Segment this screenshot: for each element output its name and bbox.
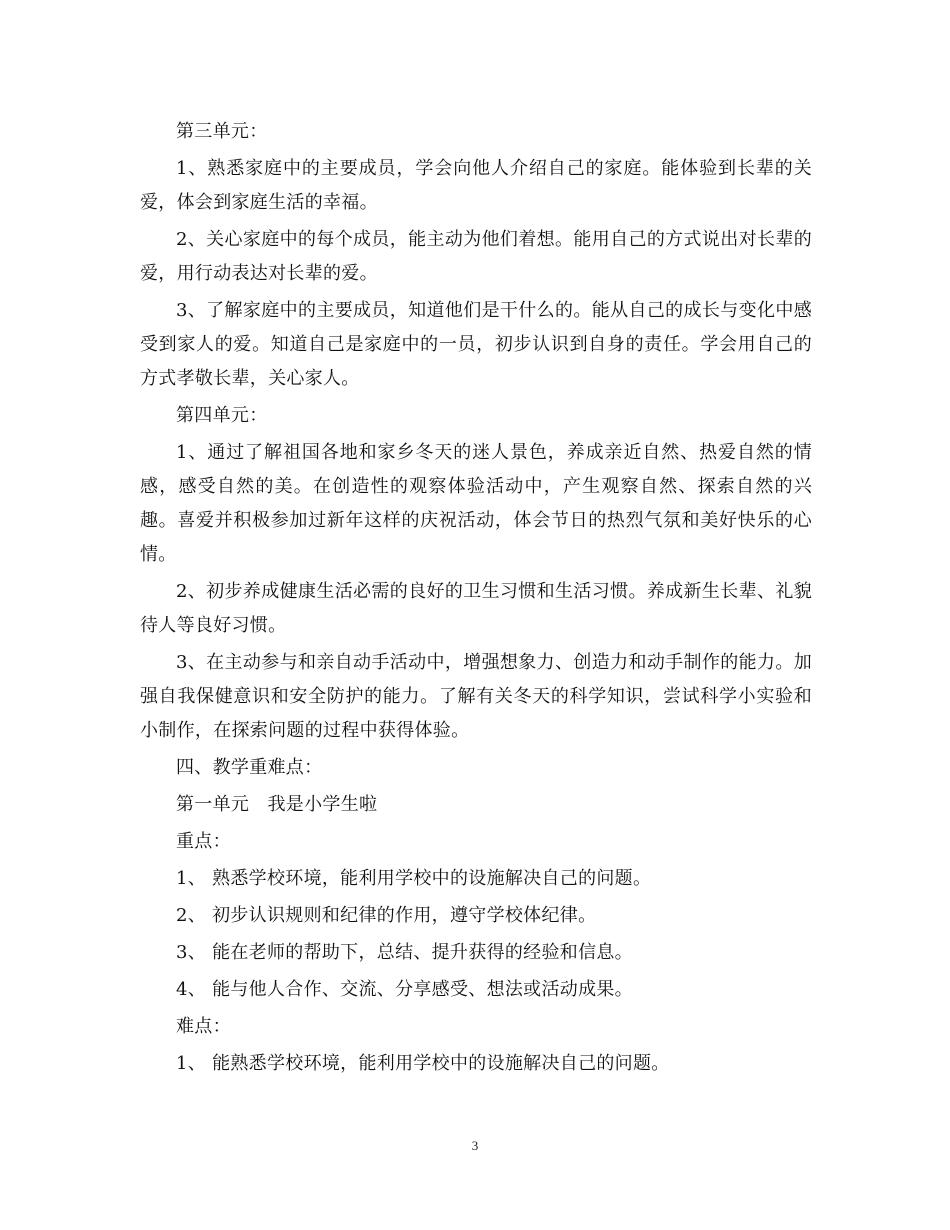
difficult-point-item-1: 1、 能熟悉学校环境，能利用学校中的设施解决自己的问题。 [176,1053,670,1074]
unit-1-title: 第一单元 我是小学生啦 [176,794,378,815]
key-point-item-2: 2、 初步认识规则和纪律的作用，遵守学校体纪律。 [176,905,597,926]
paragraph-unit-3-item-2: 2、关心家庭中的每个成员，能主动为他们着想。能用自己的方式说出对长辈的爱，用行动表达对长辈的爱。 [140,229,812,284]
section-heading-unit-4: 第四单元： [176,405,268,426]
paragraph-unit-4-item-3: 3、在主动参与和亲自动手活动中，增强想象力、创造力和动手制作的能力。加强自我保健意识和安全防护的能力。了解有关冬天的科学知识，尝试科学小实验和小制作，在探索问题的过程中获得体验。 [140,652,812,741]
paragraph-unit-3-item-3: 3、了解家庭中的主要成员，知道他们是干什么的。能从自己的成长与变化中感受到家人的爱。知道自己是家庭中的一员，初步认识到自身的责任。学会用自己的方式孝敬长辈，关心家人。 [140,300,812,389]
paragraph-unit-4-item-1: 1、通过了解祖国各地和家乡冬天的迷人景色，养成亲近自然、热爱自然的情感，感受自然的美。在创造性的观察体验活动中，产生观察自然、探索自然的兴趣。喜爱并积极参加过新年这样的庆祝活动，体会节日的热烈气氛和美好快乐的心情。 [140,442,812,565]
document-body [140,115,812,1084]
page-number: 3 [471,1138,479,1153]
key-points-label: 重点： [176,831,231,852]
difficult-points-label: 难点： [176,1016,231,1037]
section-heading-unit-3: 第三单元： [176,121,268,142]
paragraph-unit-3-item-1: 1、熟悉家庭中的主要成员，学会向他人介绍自己的家庭。能体验到长辈的关爱，体会到家庭生活的幸福。 [140,158,812,213]
section-heading-key-points: 四、教学重难点： [176,757,323,778]
paragraph-unit-4-item-2: 2、初步养成健康生活必需的良好的卫生习惯和生活习惯。养成新生长辈、礼貌待人等良好习惯。 [140,581,812,636]
key-point-item-4: 4、 能与他人合作、交流、分享感受、想法或活动成果。 [176,979,633,1000]
key-point-item-3: 3、 能在老师的帮助下，总结、提升获得的经验和信息。 [176,942,633,963]
key-point-item-1: 1、 熟悉学校环境，能利用学校中的设施解决自己的问题。 [176,868,652,889]
